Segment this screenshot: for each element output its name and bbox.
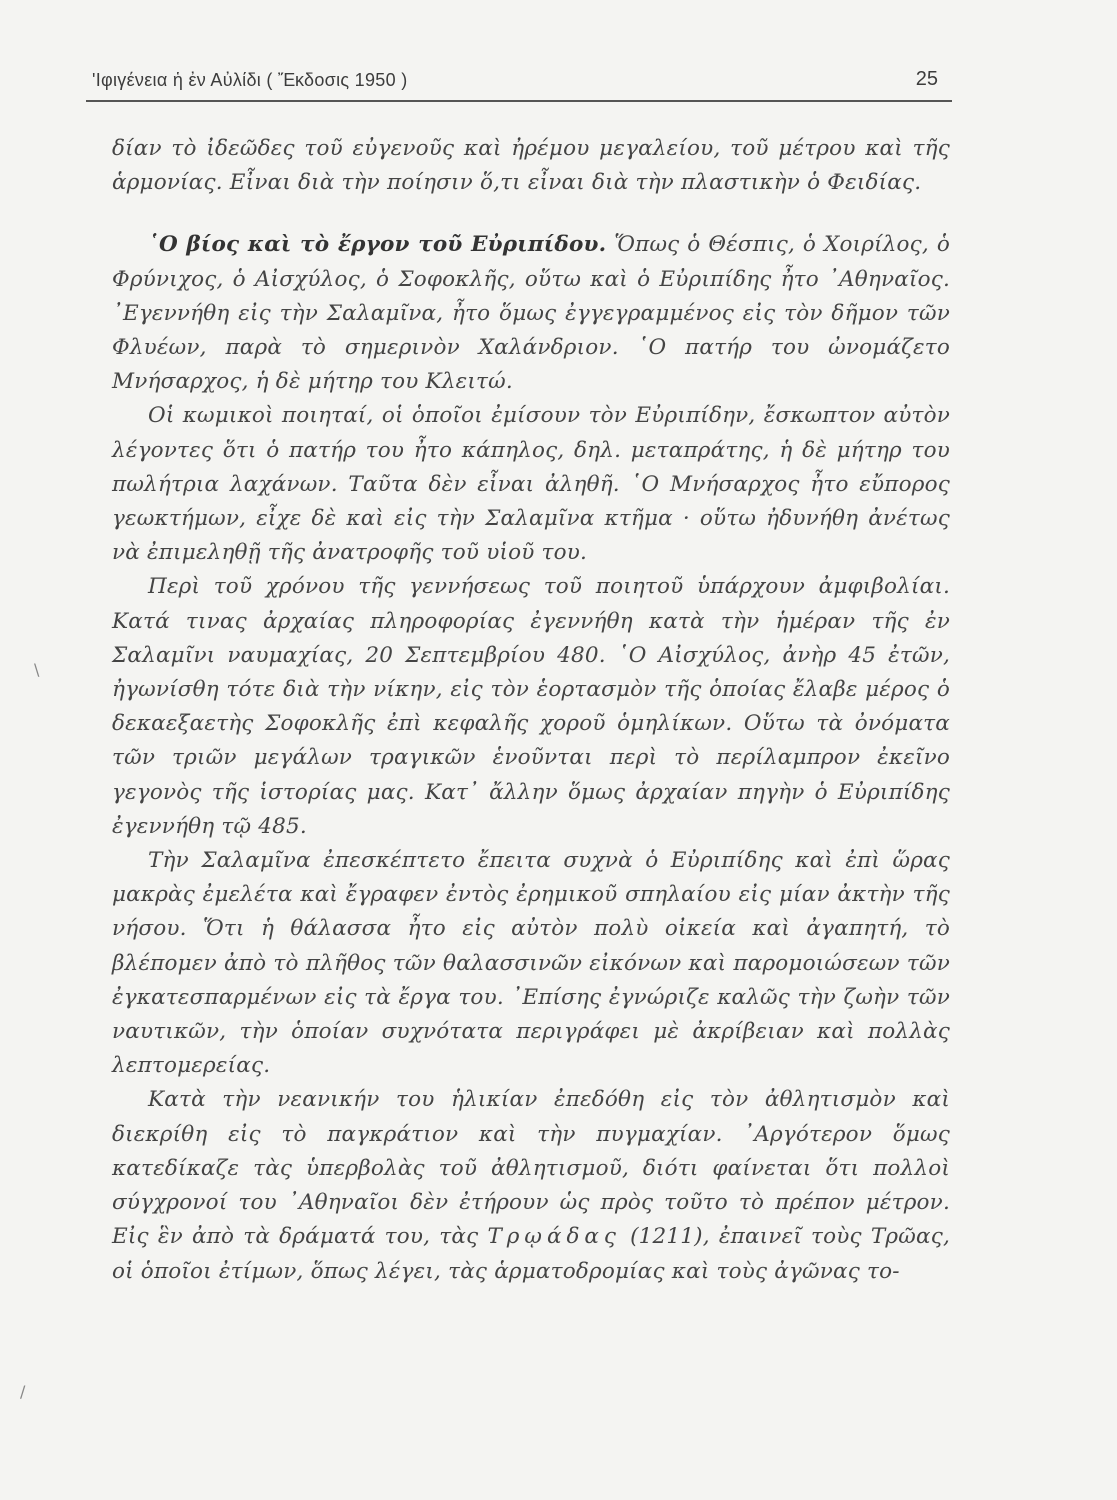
paragraph-1: δίαν τὸ ἰδεῶδες τοῦ εὐγενοῦς καὶ ἠρέμου μεγαλείου, τοῦ μέτρου καὶ τῆς ἁρμονίας. Εἶναι διὰ τὴν ποίησιν ὅ,τι εἶναι διὰ τὴν πλαστικὴν ὁ Φειδίας.: [112, 136, 950, 196]
section-heading: ῾Ο βίος καὶ τὸ ἔργον τοῦ Εὐριπίδου.: [148, 232, 607, 258]
page-number: 25: [915, 68, 938, 90]
play-title-troades: Τρῳάδας: [487, 1224, 621, 1250]
header-title: 'Ιφιγένεια ἡ ἐν Αὐλίδι ( Ἔκδοσις 1950 ): [92, 70, 408, 90]
running-header: [86, 66, 952, 102]
paragraph-6-end: (1211), ἐπαινεῖ τοὺς Τρῶας, οἱ ὁποῖοι ἐτίμων, ὅπως λέγει, τὰς ἁρματοδρομίας καὶ τοὺς ἀγῶνας το-: [112, 1224, 950, 1284]
margin-tick-mark: /: [20, 1382, 26, 1401]
paragraph-2-text: Ὅπως ὁ Θέσπις, ὁ Χοιρίλος, ὁ Φρύνιχος, ὁ Αἰσχύλος, ὁ Σοφοκλῆς, οὕτω καὶ ὁ Εὐριπίδης ἦτο ᾿Αθηναῖος. ᾿Εγεννήθη εἰς τὴν Σαλαμῖνα, ἦτο ὅμως ἐγγεγραμμένος εἰς τὸν δῆμον τῶν Φλυέων, παρὰ τὸ σημερινὸν Χαλάνδριον. ῾Ο πατήρ του ὠνομάζετο Μνήσαρχος, ἡ δὲ μήτηρ του Κλειτώ.: [112, 232, 950, 395]
margin-tick-mark: \: [34, 660, 40, 679]
paragraph-6: [112, 1083, 950, 1288]
paragraph-2: [112, 228, 950, 399]
paragraph-3: Οἱ κωμικοὶ ποιηταί, οἱ ὁποῖοι ἐμίσουν τὸν Εὐριπίδην, ἔσκωπτον αὐτὸν λέγοντες ὅτι ὁ πατήρ του ἦτο κάπηλος, δηλ. μεταπράτης, ἡ δὲ μήτηρ του πωλήτρια λαχάνων. Ταῦτα δὲν εἶναι ἀληθῆ. ῾Ο Μνήσαρχος ἦτο εὔπορος γεωκτήμων, εἶχε δὲ καὶ εἰς τὴν Σαλαμῖνα κτῆμα · οὕτω ἠδυνήθη ἀνέτως νὰ ἐπιμεληθῇ τῆς ἀνατροφῆς τοῦ υἱοῦ του.: [112, 403, 950, 566]
body-text: [112, 132, 950, 1289]
paragraph-5: Τὴν Σαλαμῖνα ἐπεσκέπτετο ἔπειτα συχνὰ ὁ Εὐριπίδης καὶ ἐπὶ ὥρας μακρὰς ἐμελέτα καὶ ἔγραφεν ἐντὸς ἐρημικοῦ σπηλαίου εἰς μίαν ἀκτὴν τῆς νήσου. Ὅτι ἡ θάλασσα ἦτο εἰς αὐτὸν πολὺ οἰκεία καὶ ἀγαπητή, τὸ βλέπομεν ἀπὸ τὸ πλῆθος τῶν θαλασσινῶν εἰκόνων καὶ παρομοιώσεων τῶν ἐγκατεσπαρμένων εἰς τὰ ἔργα του. ᾿Επίσης ἐγνώριζε καλῶς τὴν ζωὴν τῶν ναυτικῶν, τὴν ὁποίαν συχνότατα περιγράφει μὲ ἀκρίβειαν καὶ πολλὰς λεπτομερείας.: [112, 848, 950, 1079]
paragraph-4: Περὶ τοῦ χρόνου τῆς γεννήσεως τοῦ ποιητοῦ ὑπάρχουν ἀμφιβολίαι. Κατά τινας ἀρχαίας πληροφορίας ἐγεννήθη κατὰ τὴν ἡμέραν τῆς ἐν Σαλαμῖνι ναυμαχίας, 20 Σεπτεμβρίου 480. ῾Ο Αἰσχύλος, ἀνὴρ 45 ἐτῶν, ἠγωνίσθη τότε διὰ τὴν νίκην, εἰς τὸν ἑορτασμὸν τῆς ὁποίας ἔλαβε μέρος ὁ δεκαεξαετὴς Σοφοκλῆς ἐπὶ κεφαλῆς χοροῦ ὁμηλίκων. Οὕτω τὰ ὀνόματα τῶν τριῶν μεγάλων τραγικῶν ἑνοῦνται περὶ τὸ περίλαμπρον ἐκεῖνο γεγονὸς τῆς ἱστορίας μας. Κατ᾿ ἄλλην ὅμως ἀρχαίαν πηγὴν ὁ Εὐριπίδης ἐγεννήθη τῷ 485.: [112, 574, 950, 839]
paragraph-6-start: Κατὰ τὴν νεανικήν του ἡλικίαν ἐπεδόθη εἰς τὸν ἀθλητισμὸν καὶ διεκρίθη εἰς τὸ παγκράτιον καὶ τὴν πυγμαχίαν. ᾿Αργότερον ὅμως κατεδίκαζε τὰς ὑπερβολὰς τοῦ ἀθλητισμοῦ, διότι φαίνεται ὅτι πολλοὶ σύγχρονοί του ᾿Αθηναῖοι δὲν ἐτήρουν ὡς πρὸς τοῦτο τὸ πρέπον μέτρον. Εἰς ἓν ἀπὸ τὰ δράματά του, τὰς: [112, 1087, 950, 1250]
